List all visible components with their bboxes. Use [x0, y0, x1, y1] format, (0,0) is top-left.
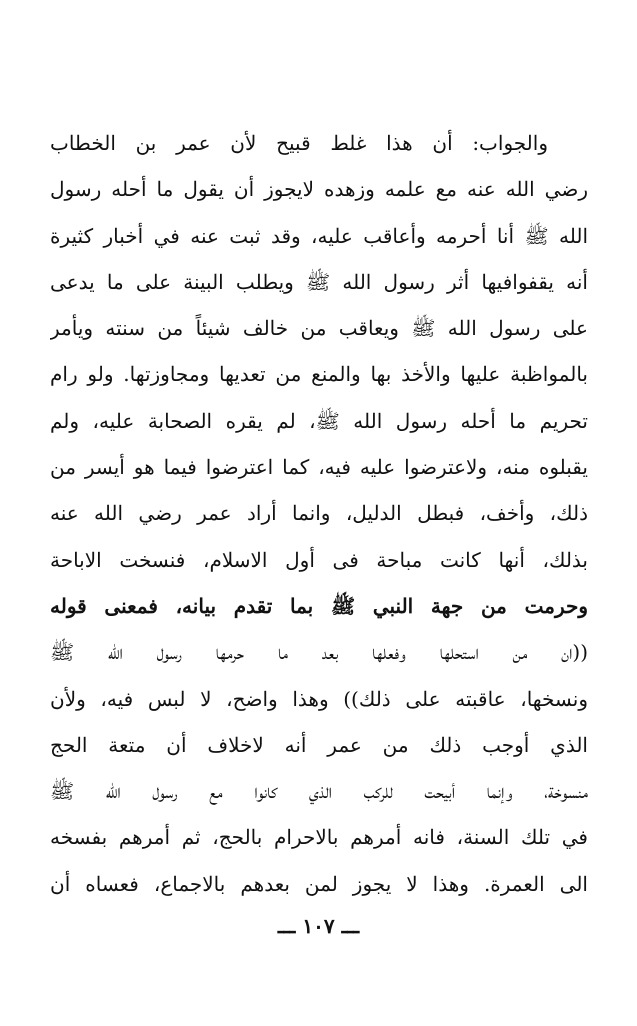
text-line: الله ﷺ أنا أحرمه وأعاقب عليه، وقد ثبت عنه في أخبار كثيرة [50, 223, 588, 248]
text-line: تحريم ما أحله رسول الله ﷺ، لم يقره الصحابة عليه، ولم [50, 408, 588, 433]
page-number: ـــ ١٠٧ ـــ [277, 914, 360, 938]
text-line: والجواب: أن هذا غلط قبيح لأن عمر بن الخطاب [50, 131, 548, 155]
text-line: الذي أوجب ذلك من عمر أنه لاخلاف أن متعة الحج [50, 732, 588, 757]
text-line: ((ان من استحلها وفعلها بعد ما حرمها رسول الله ﷺ [50, 640, 588, 665]
text-line: ونسخها، عاقبته على ذلك)) وهذا واضح، لا لبس فيه، ولأن [50, 686, 588, 711]
text-line: منسوخة، وإنما أبيحت للركب الذي كانوا مع رسول الله ﷺ [50, 779, 588, 804]
body-text [50, 120, 588, 907]
text-line: وحرمت من جهة النبي ﷺ بما تقدم بيانه، فمعنى قوله [50, 593, 588, 618]
text-line: رضي الله عنه مع علمه وزهده لايجوز أن يقول ما أحله رسول [50, 177, 588, 202]
text-line: أنه يقفوافيها أثر رسول الله ﷺ ويطلب البينة على ما يدعى [50, 269, 588, 294]
text-line: الى العمرة. وهذا لا يجوز لمن بعدهم بالاجماع، فعساه أن [50, 871, 588, 896]
text-line: ذلك، وأخف، فبطل الدليل، وانما أراد عمر رضي الله عنه [50, 501, 588, 526]
text-line: يقبلوه منه، ولاعترضوا عليه فيه، كما اعترضوا فيما هو أيسر من [50, 455, 588, 480]
text-line: بذلك، أنها كانت مباحة فى أول الاسلام، فنسخت الاباحة [50, 547, 588, 572]
text-line: في تلك السنة، فانه أمرهم بالاحرام بالحج، ثم أمرهم بفسخه [50, 825, 588, 850]
text-line: على رسول الله ﷺ ويعاقب من خالف شيئاً من سنته ويأمر [50, 316, 588, 341]
text-line: بالمواظبة عليها والأخذ بها والمنع من تعديها ومجاوزتها. ولو رام [50, 362, 588, 387]
